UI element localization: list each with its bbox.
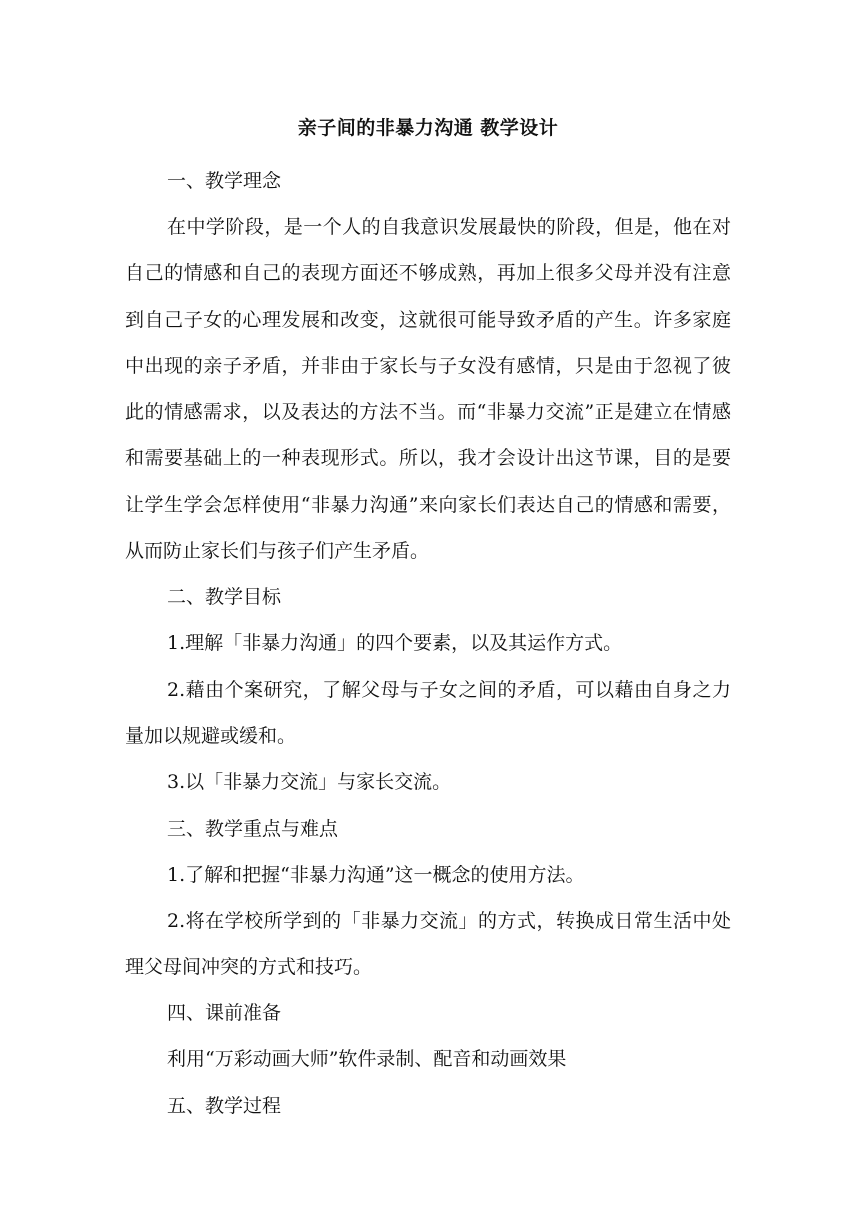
list-item: 2.将在学校所学到的「非暴力交流」的方式，转换成日常生活中处理父母间冲突的方式和技巧。 [125,909,731,979]
section-key-points [125,806,731,991]
list-item: 1.理解「非暴力沟通」的四个要素，以及其运作方式。 [167,632,623,655]
section-heading: 二、教学目标 [167,586,282,609]
section-teaching-goals [125,574,731,805]
list-item: 1.了解和把握“非暴力沟通”这一概念的使用方法。 [167,863,585,886]
document-title: 亲子间的非暴力沟通 教学设计 [297,117,559,139]
section-preparation [125,990,731,1082]
list-item: 3.以「非暴力交流」与家长交流。 [167,771,452,794]
section-heading: 四、课前准备 [167,1002,282,1025]
section-paragraph: 在中学阶段，是一个人的自我意识发展最快的阶段，但是，他在对自己的情感和自己的表现方面还不够成熟，再加上很多父母并没有注意到自己子女的心理发展和改变，这就很可能导致矛盾的产生。许多家庭中出现的亲子矛盾，并非由于家长与子女没有感情，只是由于忽视了彼此的情感需求，以及表达的方法不当。而“非暴力交流”正是建立在情感和需要基础上的一种表现形式。所以，我才会设计出这节课，目的是要让学生学会怎样使用“非暴力沟通”来向家长们表达自己的情感和需要，从而防止家长们与孩子们产生矛盾。 [125,216,731,563]
list-item: 2.藉由个案研究，了解父母与子女之间的矛盾，可以藉由自身之力量加以规避或缓和。 [125,678,731,747]
section-heading: 五、教学过程 [167,1094,282,1117]
section-teaching-philosophy [125,158,731,574]
section-heading: 一、教学理念 [167,170,282,192]
section-process [125,1083,731,1129]
section-heading: 三、教学重点与难点 [167,817,339,840]
document-page [125,112,731,1129]
section-paragraph: 利用“万彩动画大师”软件录制、配音和动画效果 [167,1048,567,1071]
